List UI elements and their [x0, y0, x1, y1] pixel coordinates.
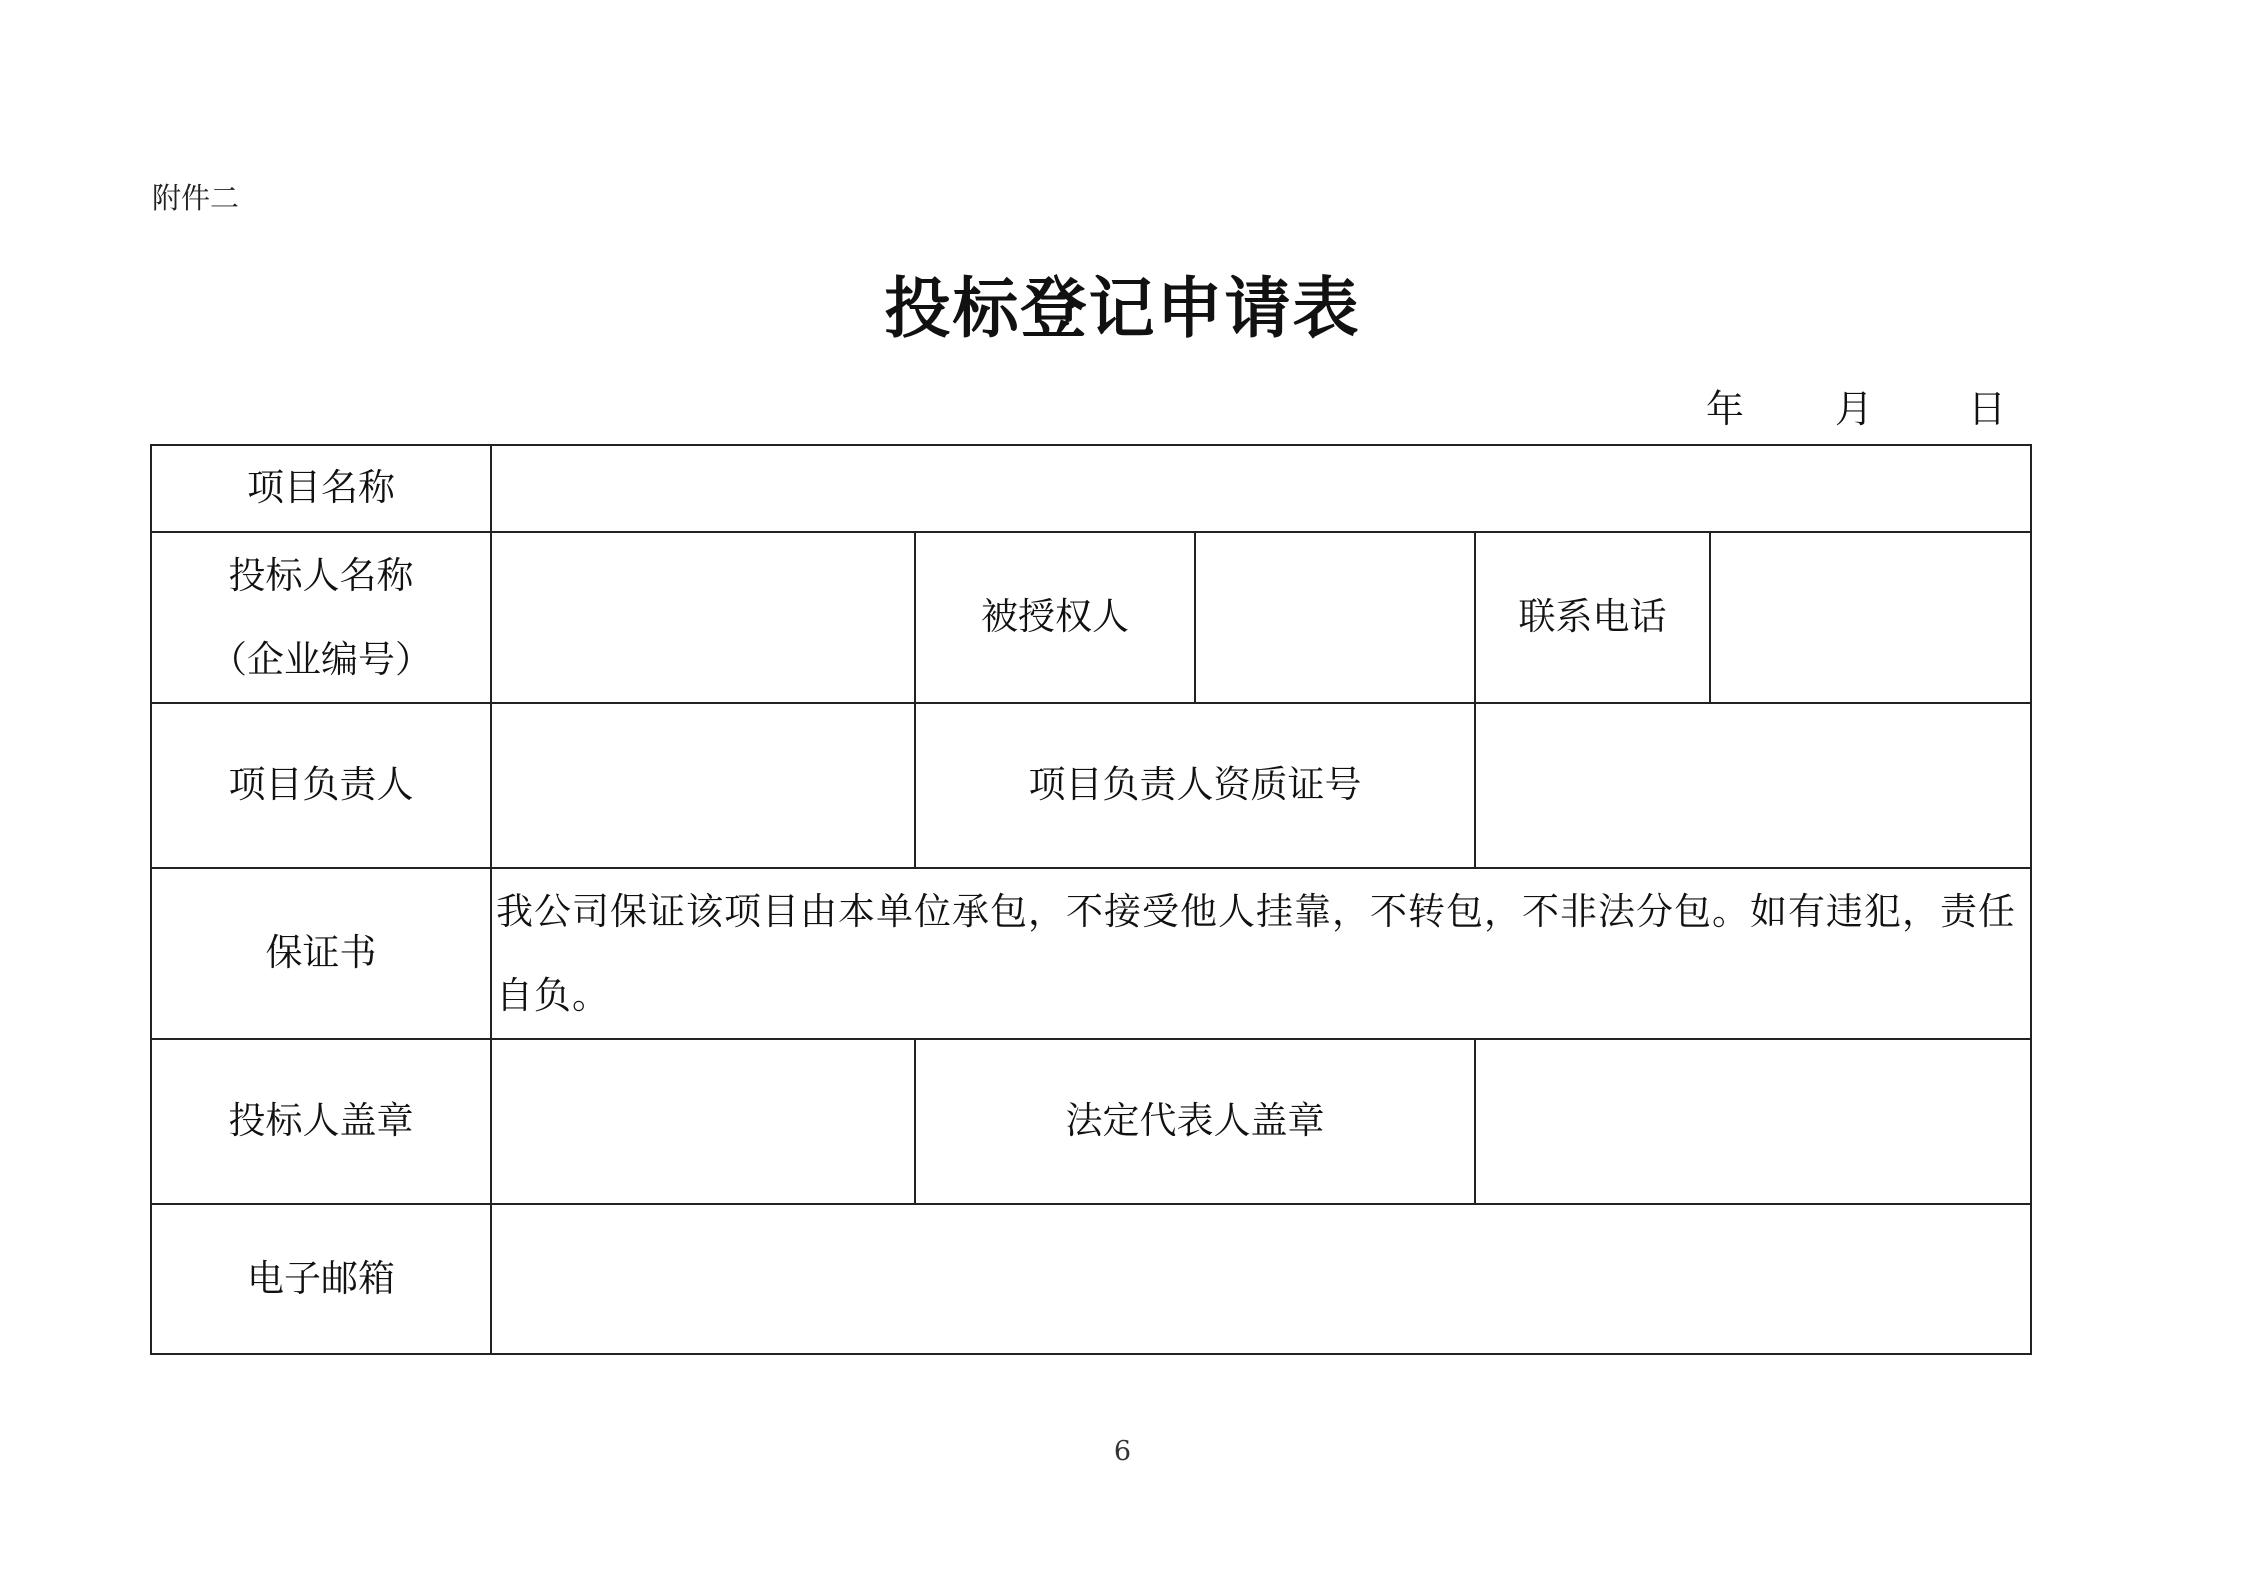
bidder-seal-field[interactable]: [491, 1039, 915, 1204]
date-month-label: 月: [1835, 387, 1874, 431]
guarantee-statement: 我公司保证该项目由本单位承包，不接受他人挂靠，不转包，不非法分包。如有违犯，责任自负。: [491, 868, 2031, 1039]
bidder-name-label: [151, 532, 491, 703]
table-row: [151, 445, 2031, 532]
bidder-code-label-text: （企业编号）: [210, 637, 432, 681]
contact-phone-field[interactable]: [1710, 532, 2031, 703]
project-leader-label: 项目负责人: [151, 703, 491, 868]
bidder-name-label-text: 投标人名称: [228, 553, 414, 597]
table-row: [151, 868, 2031, 1039]
bidder-name-field[interactable]: [491, 532, 915, 703]
date-day-label: 日: [1968, 387, 2007, 431]
guarantee-label: 保证书: [151, 868, 491, 1039]
contact-phone-label: 联系电话: [1475, 532, 1710, 703]
project-leader-field[interactable]: [491, 703, 915, 868]
date-year-label: 年: [1706, 387, 1745, 431]
attachment-label: 附件二: [152, 181, 240, 215]
bidder-seal-label: 投标人盖章: [151, 1039, 491, 1204]
table-row: [151, 532, 2031, 703]
email-field[interactable]: [491, 1204, 2031, 1354]
page-title: 投标登记申请表: [884, 270, 1361, 347]
authorized-person-field[interactable]: [1195, 532, 1475, 703]
registration-form-table: [150, 444, 2032, 1355]
leader-cert-label: 项目负责人资质证号: [915, 703, 1475, 868]
leader-cert-field[interactable]: [1475, 703, 2031, 868]
page-number: 6: [1113, 1436, 1132, 1467]
authorized-person-label: 被授权人: [915, 532, 1195, 703]
table-row: [151, 703, 2031, 868]
table-row: [151, 1204, 2031, 1354]
email-label: 电子邮箱: [151, 1204, 491, 1354]
legal-rep-seal-label: 法定代表人盖章: [915, 1039, 1475, 1204]
project-name-label: 项目名称: [151, 445, 491, 532]
project-name-field[interactable]: [491, 445, 2031, 532]
legal-rep-seal-field[interactable]: [1475, 1039, 2031, 1204]
table-row: [151, 1039, 2031, 1204]
